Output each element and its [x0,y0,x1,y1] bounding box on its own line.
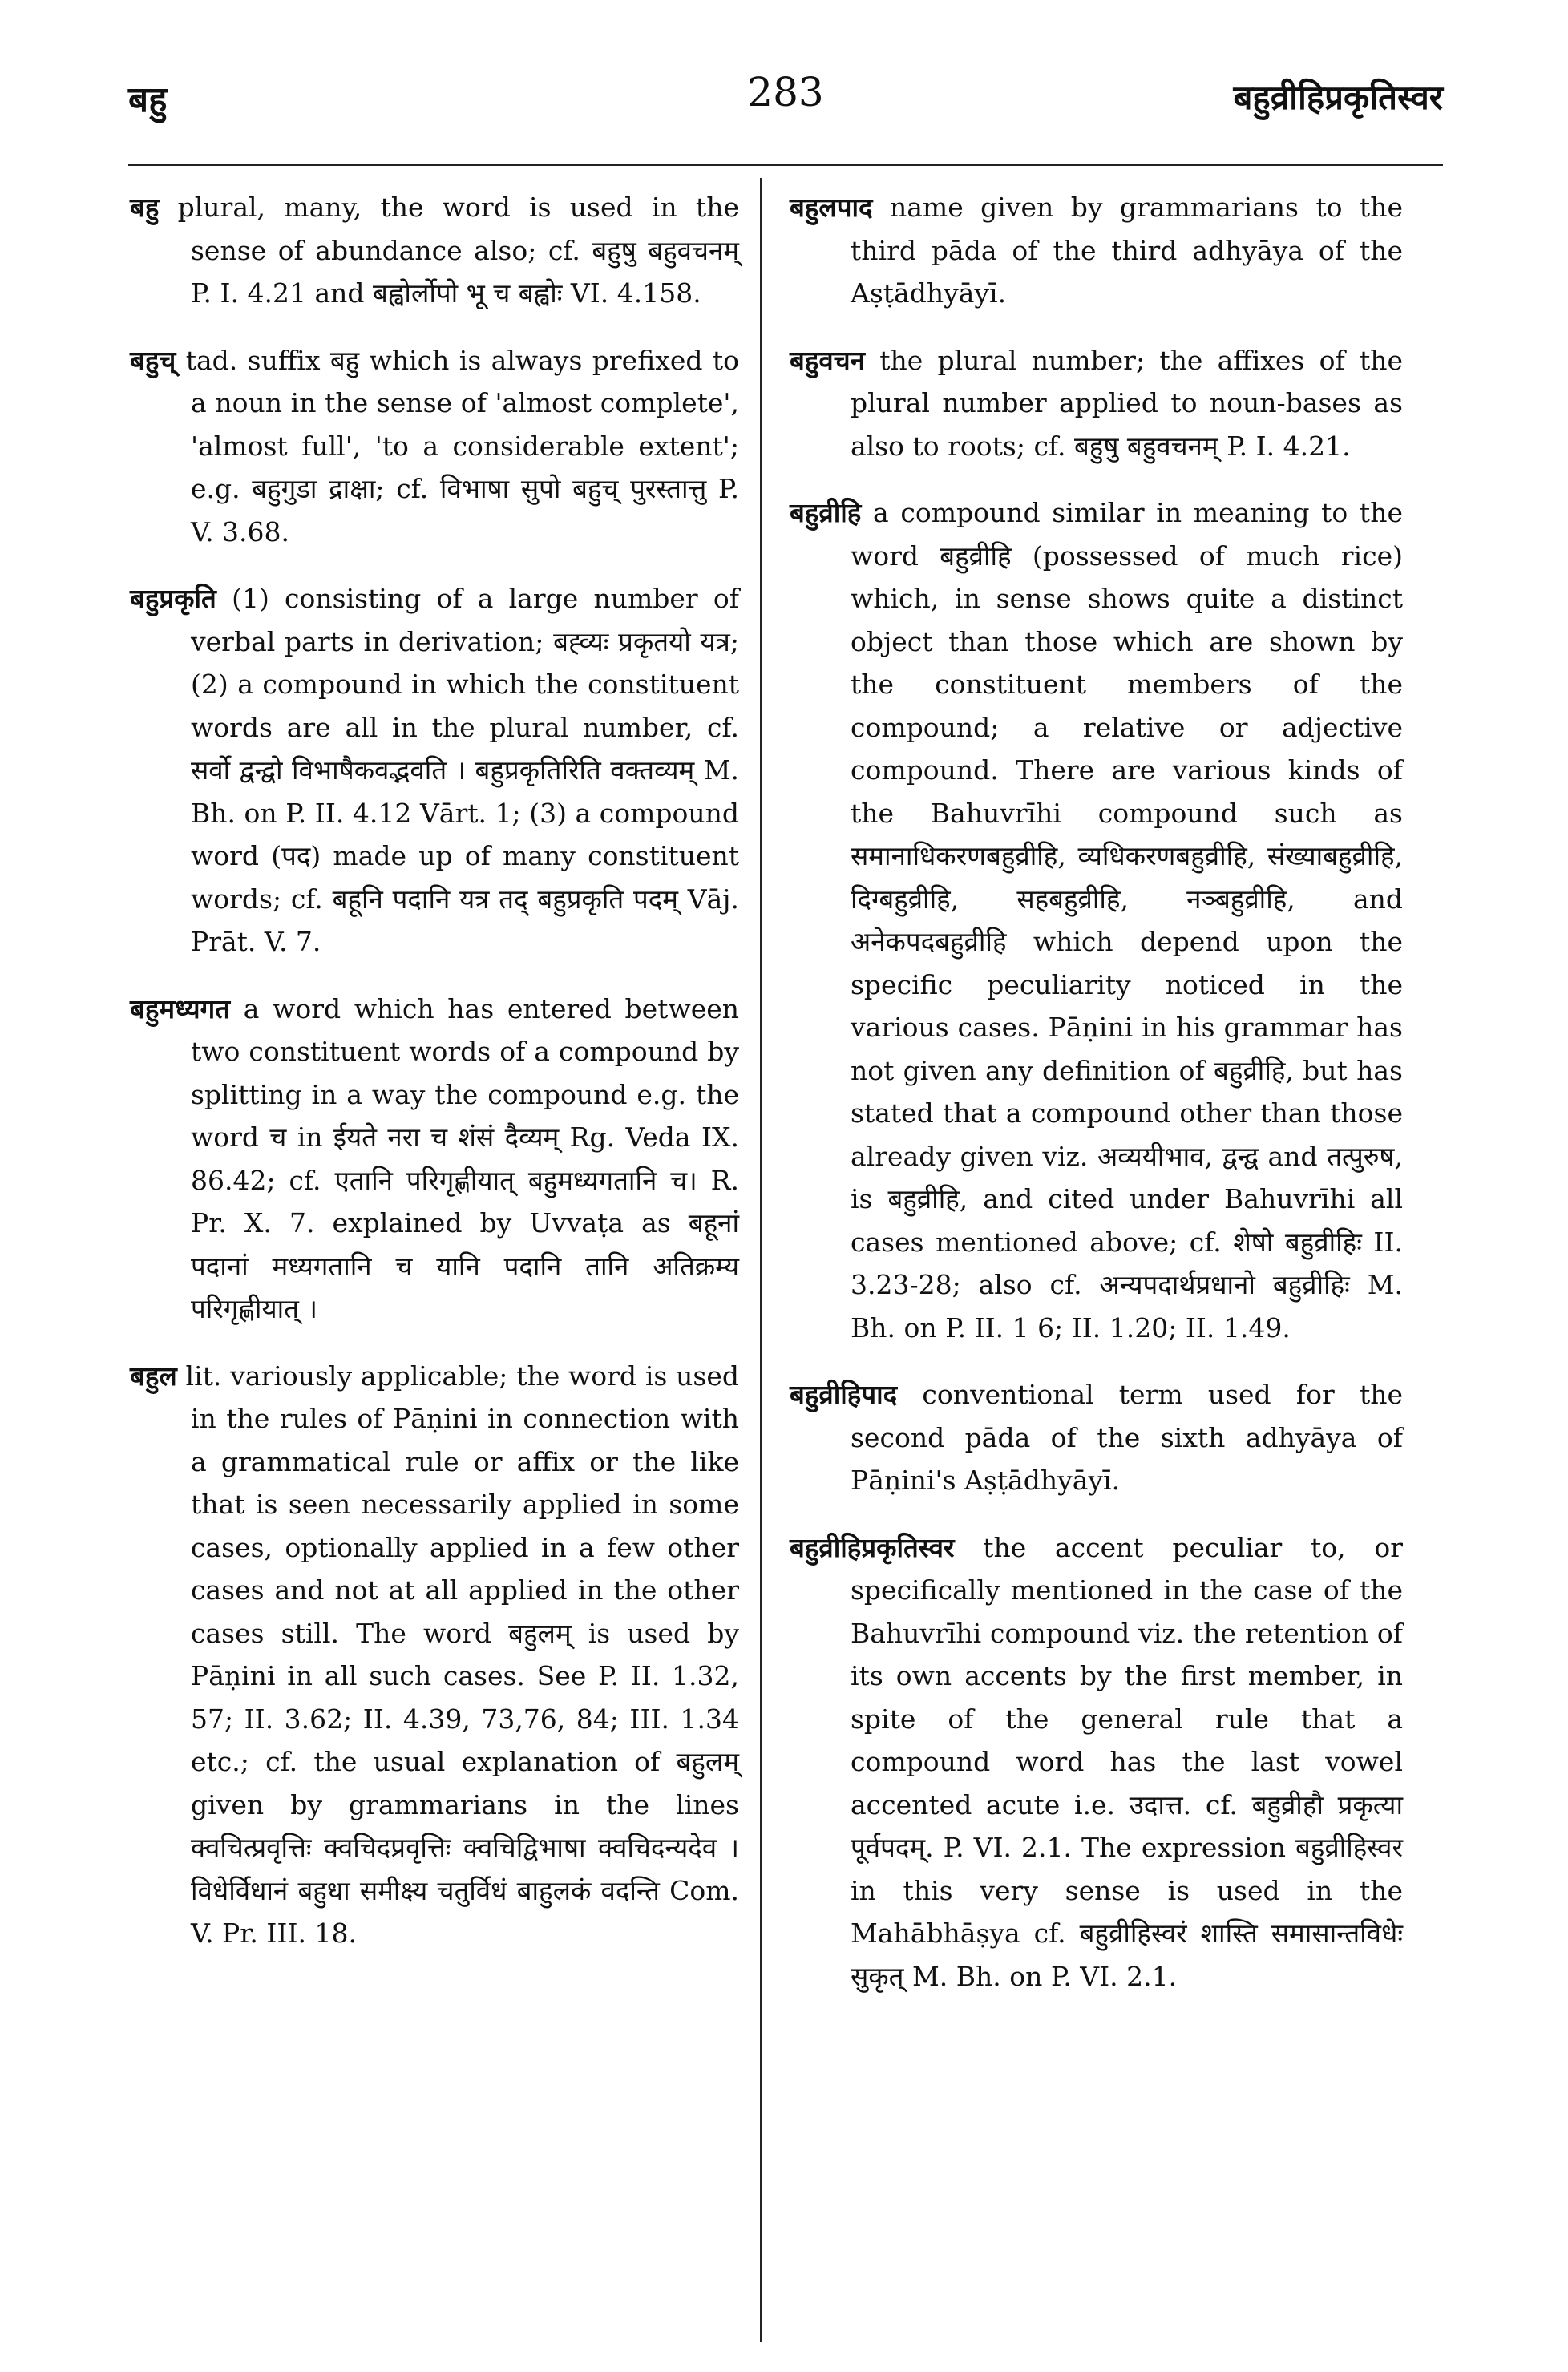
entry-headword: बहुव्रीहिप्रकृतिस्वर [790,1531,955,1563]
entry-text: (1) consisting of a large number of verbal parts in derivation; बह्व्यः प्रकृतयो यत्र; (2) a compound in which the constituent words are all in the plural number, cf. सर्वो द्वन्द्वो विभाषैकवद्भवति । बहुप्रकृतिरिति वक्तव्यम् M. Bh. on P. II. 4.12 Vārt. 1; (3) a compound word (पद) made up of many constituent words; cf. बहूनि पदानि यत्र तद् बहुप्रकृति पदम् Vāj. Prāt. V. 7. [191,583,739,957]
entry-text: a word which has entered between two constituent words of a compound by splitting in a way the compound e.g. the word च in ईयते नरा च शंसं दैव्यम् Rg. Veda IX. 86.42; cf. एतानि परिगृह्णीयात् बहुमध्यगतानि च। R. Pr. X. 7. explained by Uvvaṭa as बहूनां पदानां मध्यगतानि च यानि पदानि तानि अतिक्रम्य परिगृह्णीयात् । [191,992,740,1324]
dictionary-entry [130,1355,739,1955]
entry-text: a compound similar in meaning to the word बहुव्रीहि (possessed of much rice) which, in sense shows quite a distinct object than those which are shown by the constituent members of the compound; a relative or adjective compound. There are various kinds of the Bahuvrīhi compound such as समानाधिकरणबहुव्रीहि, व्यधिकरणबहुव्रीहि, संख्याबहुव्रीहि, दिग्बहुव्रीहि, सहबहुव्रीहि, नञ्बहुव्रीहि, and अनेकपदबहुव्रीहि which depend upon the specific peculiarity noticed in the various cases. Pāṇini in his grammar has not given any definition of बहुव्रीहि, but has stated that a compound other than those already given viz. अव्ययीभाव, द्वन्द्व and तत्पुरुष, is बहुव्रीहि, and cited under Bahuvrīhi all cases mentioned above; cf. शेषो बहुव्रीहिः II. 3.23-28; also cf. अन्यपदार्थप्रधानो बहुव्रीहिः M. Bh. on P. II. 1 6; II. 1.20; II. 1.49. [851,497,1403,1344]
entry-text: the accent peculiar to, or specifically mentioned in the case of the Bahuvrīhi compound viz. the retention of its own accents by the first member, in spite of the general rule that a compound word has the last vowel accented acute i.e. उदात्त. cf. बहुव्रीहौ प्रकृत्या पूर्वपदम्. P. VI. 2.1. The expression बहुव्रीहिस्वर in this very sense is used in the Mahābhāṣya cf. बहुव्रीहिस्वरं शास्ति समासान्तविधेः सुकृत् M. Bh. on P. VI. 2.1. [851,1531,1403,1992]
dictionary-entry [790,1373,1403,1502]
entry-headword: बहुलपाद [790,192,873,223]
entry-text: tad. suffix बहु which is always prefixed to a noun in the sense of 'almost complete', 'almost full', 'to a considerable extent'; e.g. बहुगुडा द्राक्षा; cf. विभाषा सुपो बहुच् पुरस्तात्तु P. V. 3.68. [185,344,739,548]
entry-headword: बहुव्रीहिपाद [790,1379,898,1410]
dictionary-entry [790,186,1403,315]
entry-text: name given by grammarians to the third pāda of the third adhyāya of the Aṣṭādhyāyī. [851,192,1403,309]
entry-text: conventional term used for the second pāda of the sixth adhyāya of Pāṇini's Aṣṭādhyāyī. [851,1379,1403,1496]
dictionary-entry [790,1526,1403,1998]
entry-headword: बहुव्रीहि [790,497,862,528]
header-left-guideword: बहु [128,79,168,120]
page-header [128,69,1443,138]
entry-text: lit. variously applicable; the word is used in the rules of Pāṇini in connection with a grammatical rule or affix or the like that is seen necessarily applied in some cases, optionally applied in a few other cases and not at all applied in the other cases still. The word बहुलम् is used by Pāṇini in all such cases. See P. II. 1.32, 57; II. 3.62; II. 4.39, 73,76, 84; III. 1.34 etc.; cf. the usual explanation of बहुलम् given by grammarians in the lines क्वचित्प्रवृत्तिः क्वचिदप्रवृत्तिः क्वचिद्विभाषा क्वचिदन्यदेव । विधेर्विधानं बहुधा समीक्ष्य चतुर्विधं बाहुलकं वदन्ति Com. V. Pr. III. 18. [185,1360,739,1949]
dictionary-entry [790,339,1403,468]
entry-text: plural, many, the word is used in the sense of abundance also; cf. बहुषु बहुवचनम् P. I. 4.21 and बह्वोर्लोपो भू च बह्वोः VI. 4.158. [177,192,739,309]
entry-text: the plural number; the affixes of the plural number applied to noun-bases as also to roots; cf. बहुषु बहुवचनम् P. I. 4.21. [851,344,1403,462]
dictionary-entry [130,339,739,554]
entry-headword: बहुमध्यगत [130,992,231,1024]
dictionary-entry [130,988,739,1331]
column-divider [760,178,762,2342]
left-column [130,186,739,1979]
dictionary-entry [130,186,739,315]
header-right-guideword: बहुव्रीहिप्रकृतिस्वर [1233,78,1443,117]
entry-headword: बहुप्रकृति [130,583,216,614]
entry-headword: बहुवचन [790,344,865,376]
entry-headword: बहुच् [130,344,176,376]
page-number: 283 [747,69,824,115]
entry-headword: बहु [130,192,160,223]
dictionary-entry [790,491,1403,1349]
header-rule [128,164,1443,166]
dictionary-entry [130,577,739,964]
right-column [790,186,1403,2022]
entry-headword: बहुल [130,1360,177,1392]
